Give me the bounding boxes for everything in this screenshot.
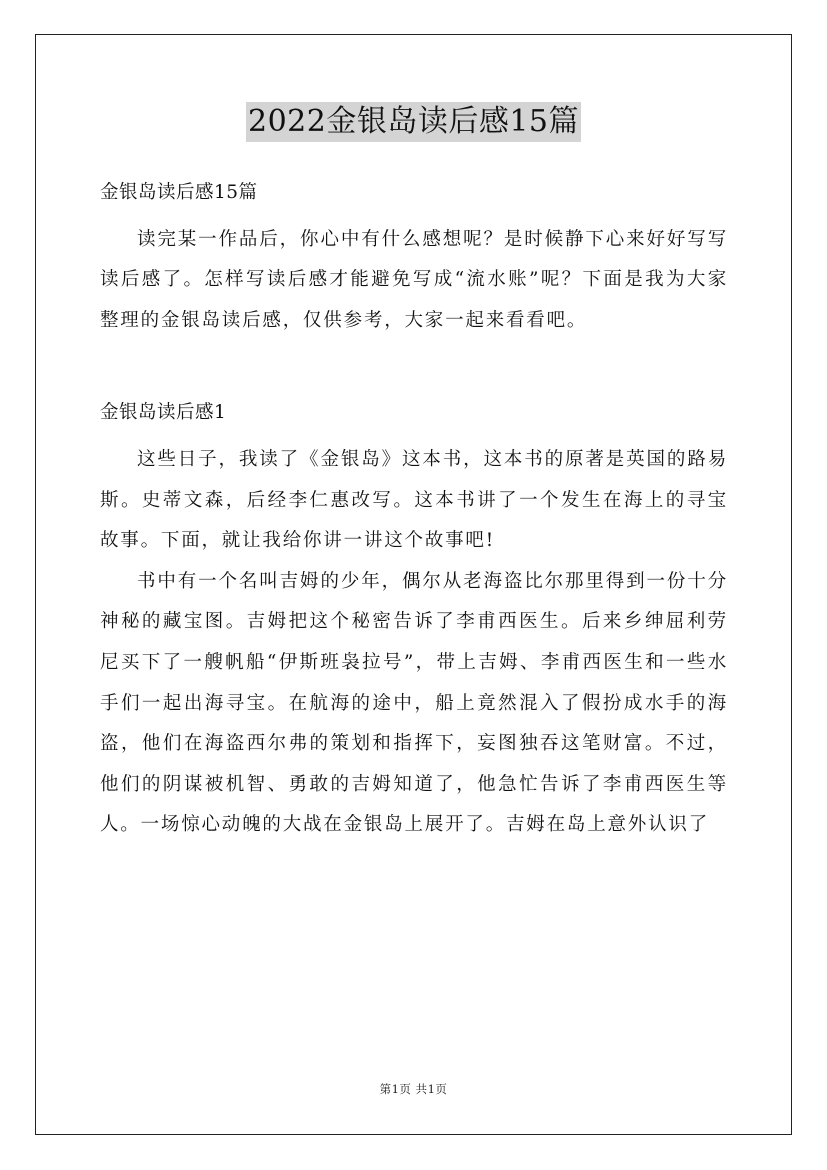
body-paragraph: 这些日子，我读了《金银岛》这本书，这本书的原著是英国的路易斯。史蒂文森，后经李仁惠改写。这本书讲了一个发生在海上的寻宝故事。下面，就让我给你讲一讲这个故事吧! — [100, 448, 728, 552]
document-title: 2022金银岛读后感15篇 — [246, 102, 581, 142]
document-subtitle: 金银岛读后感15篇 — [100, 182, 258, 203]
body-paragraph: 书中有一个名叫吉姆的少年，偶尔从老海盗比尔那里得到一份十分神秘的藏宝图。吉姆把这个秘密告诉了李甫西医生。后来乡绅屈利劳尼买下了一艘帆船“伊斯班袅拉号”，带上吉姆、李甫西医生和一些水手们一起出海寻宝。在航海的途中，船上竟然混入了假扮成水手的海盗，他们在海盗西尔弗的策划和指挥下，妄图独吞这笔财富。不过，他们的阴谋被机智、勇敢的吉姆知道了，他急忙告诉了李甫西医生等人。一场惊心动魄的大战在金银岛上展开了。吉姆在岛上意外认识了 — [100, 570, 728, 836]
section-heading: 金银岛读后感1 — [100, 402, 227, 424]
spacer — [100, 341, 728, 393]
document-body — [100, 173, 728, 846]
page-footer: 第1页 共1页 — [379, 1082, 448, 1096]
title-container — [0, 102, 827, 142]
intro-paragraph: 读完某一作品后，你心中有什么感想呢？是时候静下心来好好写写读后感了。怎样写读后感才能避免写成“流水账”呢？下面是我为大家整理的金银岛读后感，仅供参考，大家一起来看看吧。 — [100, 228, 728, 331]
